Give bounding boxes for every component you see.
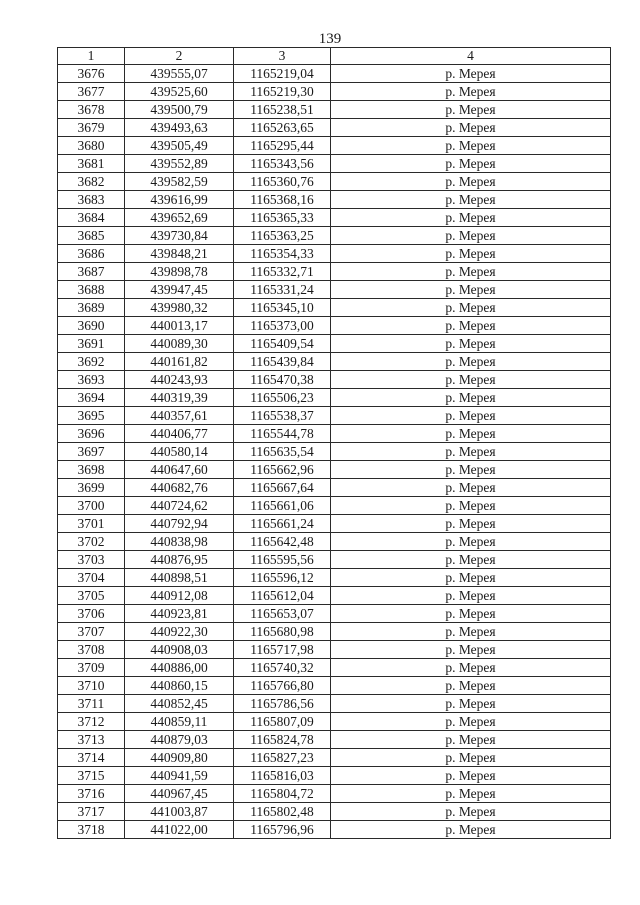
description-cell: р. Мерея: [331, 515, 611, 533]
x-coordinate-cell: 439730,84: [125, 227, 234, 245]
header-col-3: 3: [234, 48, 331, 65]
table-row: [58, 623, 611, 641]
y-coordinate-cell: 1165332,71: [234, 263, 331, 281]
y-coordinate-cell: 1165824,78: [234, 731, 331, 749]
point-number-cell: 3684: [58, 209, 125, 227]
description-cell: р. Мерея: [331, 533, 611, 551]
point-number-cell: 3713: [58, 731, 125, 749]
y-coordinate-cell: 1165409,54: [234, 335, 331, 353]
description-cell: р. Мерея: [331, 299, 611, 317]
x-coordinate-cell: 440922,30: [125, 623, 234, 641]
table-row: [58, 155, 611, 173]
y-coordinate-cell: 1165653,07: [234, 605, 331, 623]
description-cell: р. Мерея: [331, 317, 611, 335]
x-coordinate-cell: 440941,59: [125, 767, 234, 785]
point-number-cell: 3691: [58, 335, 125, 353]
description-cell: р. Мерея: [331, 173, 611, 191]
y-coordinate-cell: 1165827,23: [234, 749, 331, 767]
table-row: [58, 497, 611, 515]
description-cell: р. Мерея: [331, 155, 611, 173]
x-coordinate-cell: 440879,03: [125, 731, 234, 749]
point-number-cell: 3712: [58, 713, 125, 731]
point-number-cell: 3683: [58, 191, 125, 209]
table-body: [58, 65, 611, 839]
table-row: [58, 605, 611, 623]
header-col-4: 4: [331, 48, 611, 65]
x-coordinate-cell: 440852,45: [125, 695, 234, 713]
x-coordinate-cell: 439582,59: [125, 173, 234, 191]
table-row: [58, 695, 611, 713]
x-coordinate-cell: 439848,21: [125, 245, 234, 263]
description-cell: р. Мерея: [331, 731, 611, 749]
description-cell: р. Мерея: [331, 209, 611, 227]
description-cell: р. Мерея: [331, 65, 611, 83]
point-number-cell: 3702: [58, 533, 125, 551]
x-coordinate-cell: 440886,00: [125, 659, 234, 677]
table-row: [58, 65, 611, 83]
description-cell: р. Мерея: [331, 281, 611, 299]
point-number-cell: 3680: [58, 137, 125, 155]
description-cell: р. Мерея: [331, 371, 611, 389]
point-number-cell: 3685: [58, 227, 125, 245]
x-coordinate-cell: 440089,30: [125, 335, 234, 353]
description-cell: р. Мерея: [331, 605, 611, 623]
description-cell: р. Мерея: [331, 749, 611, 767]
table-row: [58, 245, 611, 263]
y-coordinate-cell: 1165667,64: [234, 479, 331, 497]
y-coordinate-cell: 1165717,98: [234, 641, 331, 659]
header-row: [58, 48, 611, 65]
y-coordinate-cell: 1165506,23: [234, 389, 331, 407]
y-coordinate-cell: 1165238,51: [234, 101, 331, 119]
point-number-cell: 3695: [58, 407, 125, 425]
table-row: [58, 137, 611, 155]
point-number-cell: 3682: [58, 173, 125, 191]
description-cell: р. Мерея: [331, 353, 611, 371]
point-number-cell: 3698: [58, 461, 125, 479]
y-coordinate-cell: 1165595,56: [234, 551, 331, 569]
description-cell: р. Мерея: [331, 569, 611, 587]
x-coordinate-cell: 439552,89: [125, 155, 234, 173]
table-row: [58, 533, 611, 551]
point-number-cell: 3714: [58, 749, 125, 767]
y-coordinate-cell: 1165766,80: [234, 677, 331, 695]
x-coordinate-cell: 439980,32: [125, 299, 234, 317]
x-coordinate-cell: 440724,62: [125, 497, 234, 515]
table-row: [58, 821, 611, 839]
table-row: [58, 785, 611, 803]
table-row: [58, 299, 611, 317]
point-number-cell: 3715: [58, 767, 125, 785]
table-row: [58, 551, 611, 569]
y-coordinate-cell: 1165680,98: [234, 623, 331, 641]
point-number-cell: 3676: [58, 65, 125, 83]
description-cell: р. Мерея: [331, 659, 611, 677]
point-number-cell: 3707: [58, 623, 125, 641]
point-number-cell: 3696: [58, 425, 125, 443]
y-coordinate-cell: 1165596,12: [234, 569, 331, 587]
table-row: [58, 119, 611, 137]
table-row: [58, 425, 611, 443]
x-coordinate-cell: 440792,94: [125, 515, 234, 533]
description-cell: р. Мерея: [331, 623, 611, 641]
table-row: [58, 659, 611, 677]
x-coordinate-cell: 440908,03: [125, 641, 234, 659]
description-cell: р. Мерея: [331, 695, 611, 713]
point-number-cell: 3694: [58, 389, 125, 407]
description-cell: р. Мерея: [331, 677, 611, 695]
description-cell: р. Мерея: [331, 767, 611, 785]
description-cell: р. Мерея: [331, 335, 611, 353]
page-number: 139: [318, 31, 342, 47]
point-number-cell: 3697: [58, 443, 125, 461]
y-coordinate-cell: 1165740,32: [234, 659, 331, 677]
table-row: [58, 173, 611, 191]
table-row: [58, 263, 611, 281]
point-number-cell: 3690: [58, 317, 125, 335]
y-coordinate-cell: 1165544,78: [234, 425, 331, 443]
description-cell: р. Мерея: [331, 587, 611, 605]
description-cell: р. Мерея: [331, 785, 611, 803]
x-coordinate-cell: 440876,95: [125, 551, 234, 569]
x-coordinate-cell: 440013,17: [125, 317, 234, 335]
point-number-cell: 3689: [58, 299, 125, 317]
point-number-cell: 3686: [58, 245, 125, 263]
table-row: [58, 767, 611, 785]
description-cell: р. Мерея: [331, 137, 611, 155]
description-cell: р. Мерея: [331, 425, 611, 443]
table-row: [58, 227, 611, 245]
x-coordinate-cell: 441003,87: [125, 803, 234, 821]
table-row: [58, 335, 611, 353]
x-coordinate-cell: 439500,79: [125, 101, 234, 119]
description-cell: р. Мерея: [331, 821, 611, 839]
description-cell: р. Мерея: [331, 713, 611, 731]
description-cell: р. Мерея: [331, 191, 611, 209]
y-coordinate-cell: 1165470,38: [234, 371, 331, 389]
point-number-cell: 3681: [58, 155, 125, 173]
y-coordinate-cell: 1165263,65: [234, 119, 331, 137]
point-number-cell: 3703: [58, 551, 125, 569]
table-row: [58, 353, 611, 371]
x-coordinate-cell: 440580,14: [125, 443, 234, 461]
x-coordinate-cell: 440406,77: [125, 425, 234, 443]
x-coordinate-cell: 440967,45: [125, 785, 234, 803]
point-number-cell: 3705: [58, 587, 125, 605]
x-coordinate-cell: 439652,69: [125, 209, 234, 227]
y-coordinate-cell: 1165816,03: [234, 767, 331, 785]
point-number-cell: 3708: [58, 641, 125, 659]
table-row: [58, 407, 611, 425]
point-number-cell: 3678: [58, 101, 125, 119]
y-coordinate-cell: 1165786,56: [234, 695, 331, 713]
point-number-cell: 3716: [58, 785, 125, 803]
table-row: [58, 587, 611, 605]
y-coordinate-cell: 1165661,24: [234, 515, 331, 533]
point-number-cell: 3687: [58, 263, 125, 281]
y-coordinate-cell: 1165331,24: [234, 281, 331, 299]
header-col-2: 2: [125, 48, 234, 65]
x-coordinate-cell: 439947,45: [125, 281, 234, 299]
y-coordinate-cell: 1165360,76: [234, 173, 331, 191]
point-number-cell: 3692: [58, 353, 125, 371]
x-coordinate-cell: 439525,60: [125, 83, 234, 101]
x-coordinate-cell: 440859,11: [125, 713, 234, 731]
table-row: [58, 389, 611, 407]
y-coordinate-cell: 1165219,30: [234, 83, 331, 101]
point-number-cell: 3711: [58, 695, 125, 713]
description-cell: р. Мерея: [331, 101, 611, 119]
table-header: [58, 48, 611, 65]
point-number-cell: 3709: [58, 659, 125, 677]
x-coordinate-cell: 440923,81: [125, 605, 234, 623]
y-coordinate-cell: 1165662,96: [234, 461, 331, 479]
x-coordinate-cell: 439898,78: [125, 263, 234, 281]
point-number-cell: 3677: [58, 83, 125, 101]
y-coordinate-cell: 1165365,33: [234, 209, 331, 227]
point-number-cell: 3688: [58, 281, 125, 299]
table-row: [58, 461, 611, 479]
point-number-cell: 3717: [58, 803, 125, 821]
table-row: [58, 317, 611, 335]
table-row: [58, 713, 611, 731]
table-row: [58, 209, 611, 227]
y-coordinate-cell: 1165219,04: [234, 65, 331, 83]
point-number-cell: 3706: [58, 605, 125, 623]
description-cell: р. Мерея: [331, 389, 611, 407]
table-row: [58, 371, 611, 389]
description-cell: р. Мерея: [331, 479, 611, 497]
x-coordinate-cell: 440860,15: [125, 677, 234, 695]
table-row: [58, 677, 611, 695]
x-coordinate-cell: 441022,00: [125, 821, 234, 839]
point-number-cell: 3701: [58, 515, 125, 533]
table-row: [58, 101, 611, 119]
table-row: [58, 569, 611, 587]
description-cell: р. Мерея: [331, 497, 611, 515]
x-coordinate-cell: 440161,82: [125, 353, 234, 371]
description-cell: р. Мерея: [331, 227, 611, 245]
x-coordinate-cell: 440357,61: [125, 407, 234, 425]
description-cell: р. Мерея: [331, 245, 611, 263]
y-coordinate-cell: 1165642,48: [234, 533, 331, 551]
y-coordinate-cell: 1165538,37: [234, 407, 331, 425]
y-coordinate-cell: 1165796,96: [234, 821, 331, 839]
point-number-cell: 3699: [58, 479, 125, 497]
point-number-cell: 3700: [58, 497, 125, 515]
x-coordinate-cell: 440647,60: [125, 461, 234, 479]
table-row: [58, 731, 611, 749]
x-coordinate-cell: 440898,51: [125, 569, 234, 587]
table-row: [58, 479, 611, 497]
description-cell: р. Мерея: [331, 263, 611, 281]
x-coordinate-cell: 439505,49: [125, 137, 234, 155]
x-coordinate-cell: 440319,39: [125, 389, 234, 407]
table-row: [58, 281, 611, 299]
y-coordinate-cell: 1165363,25: [234, 227, 331, 245]
y-coordinate-cell: 1165661,06: [234, 497, 331, 515]
description-cell: р. Мерея: [331, 407, 611, 425]
y-coordinate-cell: 1165345,10: [234, 299, 331, 317]
y-coordinate-cell: 1165373,00: [234, 317, 331, 335]
description-cell: р. Мерея: [331, 119, 611, 137]
coordinates-table: [57, 47, 611, 839]
y-coordinate-cell: 1165343,56: [234, 155, 331, 173]
point-number-cell: 3693: [58, 371, 125, 389]
y-coordinate-cell: 1165802,48: [234, 803, 331, 821]
description-cell: р. Мерея: [331, 83, 611, 101]
point-number-cell: 3718: [58, 821, 125, 839]
description-cell: р. Мерея: [331, 803, 611, 821]
point-number-cell: 3704: [58, 569, 125, 587]
table-row: [58, 83, 611, 101]
y-coordinate-cell: 1165612,04: [234, 587, 331, 605]
point-number-cell: 3710: [58, 677, 125, 695]
y-coordinate-cell: 1165354,33: [234, 245, 331, 263]
x-coordinate-cell: 440838,98: [125, 533, 234, 551]
x-coordinate-cell: 439493,63: [125, 119, 234, 137]
x-coordinate-cell: 439616,99: [125, 191, 234, 209]
x-coordinate-cell: 440912,08: [125, 587, 234, 605]
y-coordinate-cell: 1165368,16: [234, 191, 331, 209]
table-row: [58, 515, 611, 533]
y-coordinate-cell: 1165635,54: [234, 443, 331, 461]
x-coordinate-cell: 440909,80: [125, 749, 234, 767]
table-row: [58, 191, 611, 209]
x-coordinate-cell: 440243,93: [125, 371, 234, 389]
header-col-1: 1: [58, 48, 125, 65]
table-row: [58, 803, 611, 821]
table-row: [58, 641, 611, 659]
y-coordinate-cell: 1165807,09: [234, 713, 331, 731]
y-coordinate-cell: 1165439,84: [234, 353, 331, 371]
description-cell: р. Мерея: [331, 641, 611, 659]
table-row: [58, 749, 611, 767]
x-coordinate-cell: 440682,76: [125, 479, 234, 497]
description-cell: р. Мерея: [331, 443, 611, 461]
y-coordinate-cell: 1165804,72: [234, 785, 331, 803]
table-row: [58, 443, 611, 461]
description-cell: р. Мерея: [331, 461, 611, 479]
description-cell: р. Мерея: [331, 551, 611, 569]
x-coordinate-cell: 439555,07: [125, 65, 234, 83]
point-number-cell: 3679: [58, 119, 125, 137]
y-coordinate-cell: 1165295,44: [234, 137, 331, 155]
